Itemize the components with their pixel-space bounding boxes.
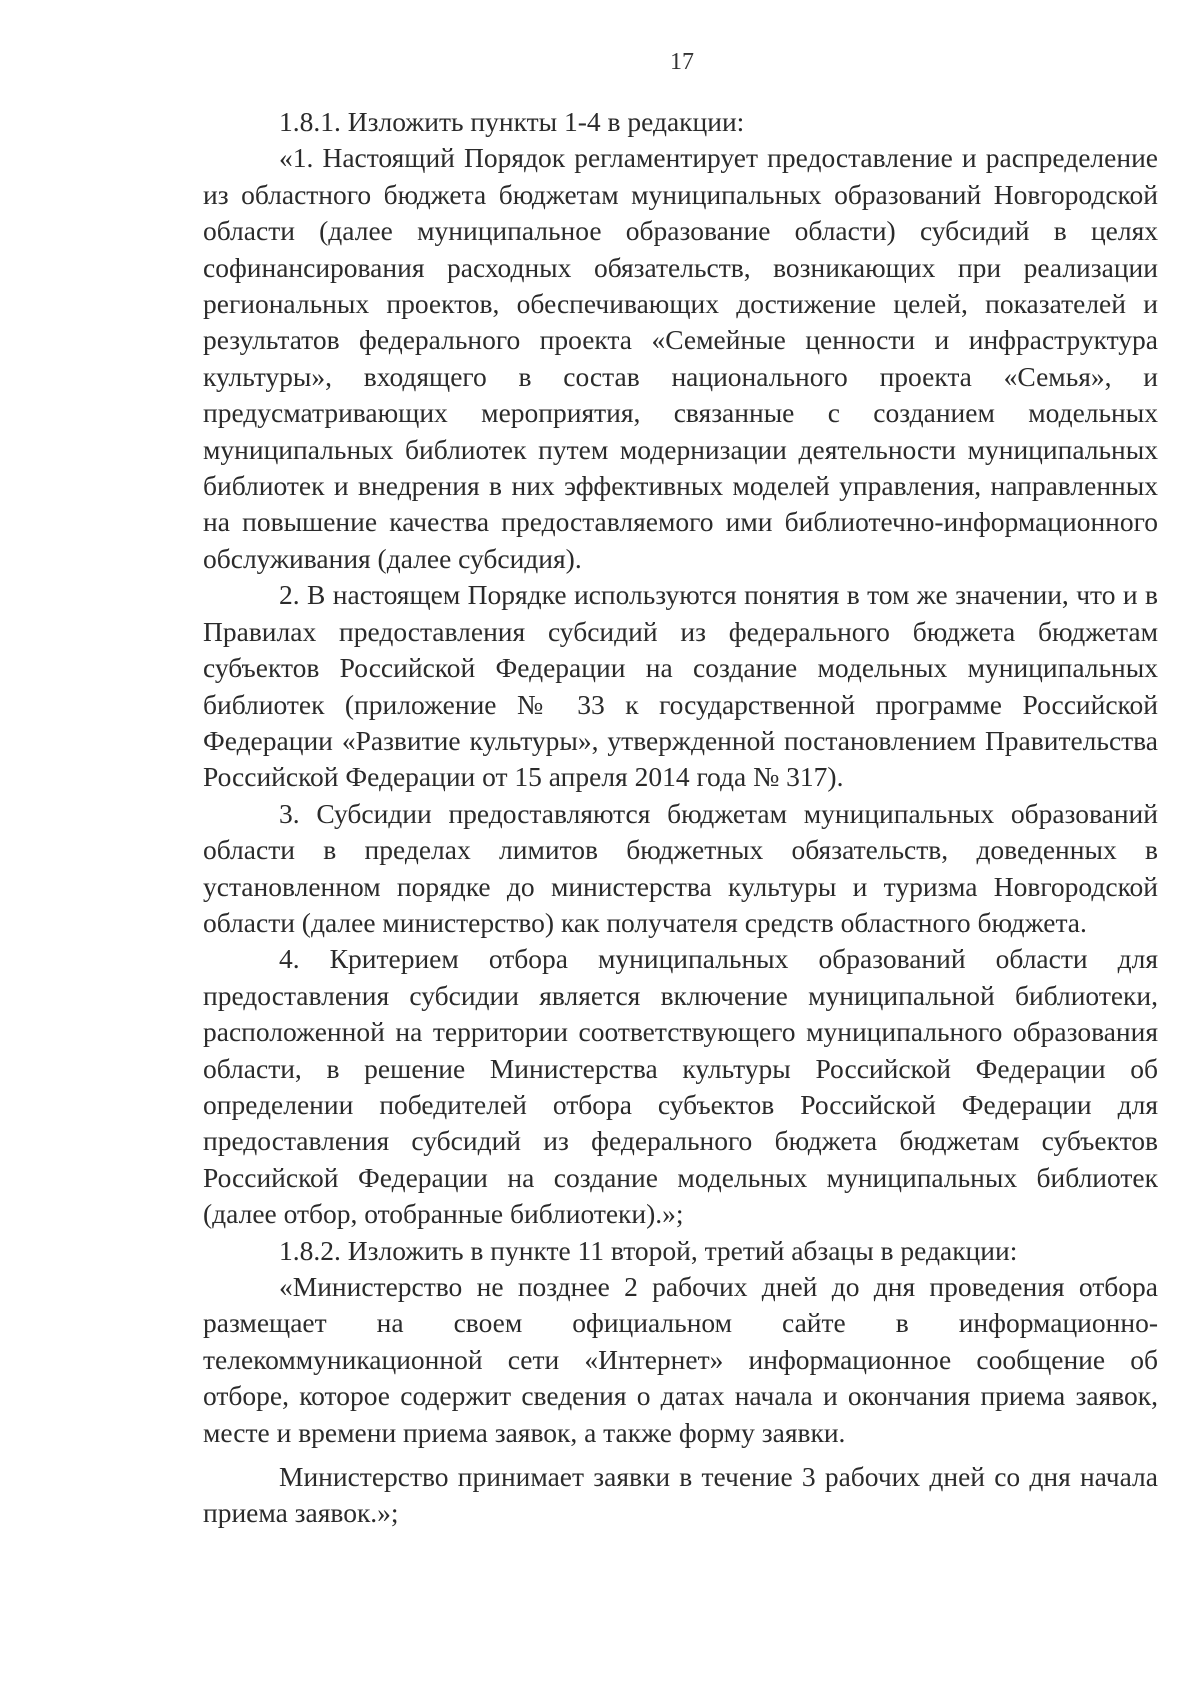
- paragraph-item-2: 2. В настоящем Порядке используются понятия в том же значении, что и в Правилах предоставления субсидий из федерального бюджета бюджетам субъектов Российской Федерации на создание модельных муниципальных библиотек (приложение № 33 к государственной программе Российской Федерации «Развитие культуры», утвержденной постановлением Правительства Российской Федерации от 15 апреля 2014 года № 317).: [203, 579, 1158, 793]
- paragraph-item-1: «1. Настоящий Порядок регламентирует предоставление и распределение из областного бюджета бюджетам муниципальных образований Новгородской области (далее муниципальное образование области) субсидий в целях софинансирования расходных обязательств, возникающих при реализации региональных проектов, обеспечивающих достижение целей, показателей и результатов федерального проекта «Семейные ценности и инфраструктура культуры», входящего в состав национального проекта «Семья», и предусматривающих мероприятия, связанные с созданием модельных муниципальных библиотек путем модернизации деятельности муниципальных библиотек и внедрения в них эффективных моделей управления, направленных на повышение качества предоставляемого ими библиотечно-информационного обслуживания (далее субсидия).: [203, 142, 1158, 574]
- paragraph-ministry-accepts: Министерство принимает заявки в течение 3 рабочих дней со дня начала приема заявок.»;: [203, 1461, 1158, 1529]
- paragraph-1-8-2: 1.8.2. Изложить в пункте 11 второй, третий абзацы в редакции:: [279, 1234, 1018, 1266]
- paragraph-item-3: 3. Субсидии предоставляются бюджетам муниципальных образований области в пределах лимитов бюджетных обязательств, доведенных в установленном порядке до министерства культуры и туризма Новгородской области (далее министерство) как получателя средств областного бюджета.: [203, 797, 1158, 938]
- paragraph-1-8-1: 1.8.1. Изложить пункты 1-4 в редакции:: [279, 106, 745, 137]
- document-body: [203, 104, 1158, 1532]
- paragraph-item-4: 4. Критерием отбора муниципальных образований области для предоставления субсидии является включение муниципальной библиотеки, расположенной на территории соответствующего муниципального образования области, в решение Министерства культуры Российской Федерации об определении победителей отбора субъектов Российской Федерации для предоставления субсидий из федерального бюджета бюджетам субъектов Российской Федерации на создание модельных муниципальных библиотек (далее отбор, отобранные библиотеки).»;: [203, 943, 1158, 1230]
- paragraph-ministry-deadline: «Министерство не позднее 2 рабочих дней до дня проведения отбора размещает на своем официальном сайте в информационно-телекоммуникационной сети «Интернет» информационное сообщение об отборе, которое содержит сведения о датах начала и окончания приема заявок, месте и времени приема заявок, а также форму заявки.: [203, 1271, 1158, 1448]
- page-number: 17: [670, 49, 694, 75]
